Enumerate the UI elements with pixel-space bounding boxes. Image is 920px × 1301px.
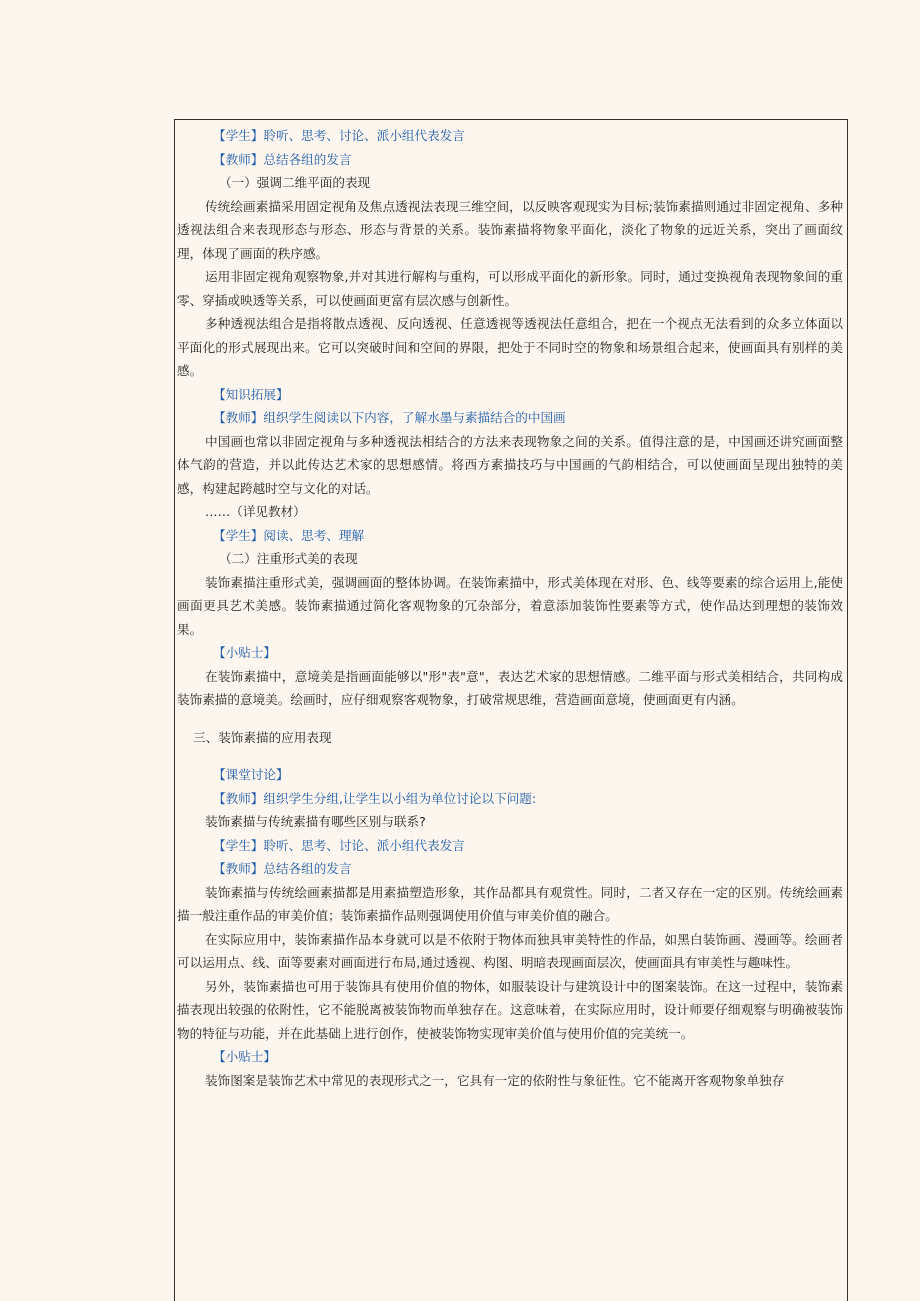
- teacher-activity-line: 【教师】总结各组的发言: [213, 151, 352, 167]
- paragraph: 中国画也常以非固定视角与多种透视法相结合的方法来表现物象之间的关系。值得注意的是，中国画还讲究画面整体气韵的营造，并以此传达艺术家的思想感情。将西方素描技巧与中国画的气韵相结合，可以使画面呈现出独特的美感，构建起跨越时空与文化的对话。: [177, 433, 843, 496]
- paragraph: 在实际应用中，装饰素描作品本身就可以是不依附于物体而独具审美特性的作品，如黑白装饰画、漫画等。绘画者可以运用点、线、面等要素对画面进行布局,通过透视、构图、明暗表现画面层次，使画面具有审美性与趣味性。: [177, 931, 843, 970]
- subsection-heading-2: （二）注重形式美的表现: [219, 551, 358, 566]
- paragraph: 装饰素描与传统绘画素描都是用素描塑造形象，其作品都具有观赏性。同时，二者又存在一定的区别。传统绘画素描一般注重作品的审美价值；装饰素描作品则强调使用价值与审美价值的融合。: [177, 884, 843, 923]
- section-heading-3: 三、装饰素描的应用表现: [193, 729, 332, 745]
- discussion-question: 装饰素描与传统素描有哪些区别与联系?: [205, 814, 426, 829]
- subsection-heading-1: （一）强调二维平面的表现: [219, 175, 371, 190]
- paragraph: 多种透视法组合是指将散点透视、反向透视、任意透视等透视法任意组合，把在一个视点无法看到的众多立体面以平面化的形式展现出来。它可以突破时间和空间的界限，把处于不同时空的物象和场景组合起来，使画面具有别样的美感。: [177, 316, 843, 378]
- lesson-table-cell: [174, 119, 848, 1301]
- see-textbook-note: ……（详见教材）: [205, 504, 306, 519]
- teacher-activity-line: 【教师】总结各组的发言: [213, 861, 352, 876]
- class-discussion-label: 【课堂讨论】: [213, 767, 289, 782]
- knowledge-extension-label: 【知识拓展】: [213, 386, 289, 402]
- paragraph: 在装饰素描中，意境美是指画面能够以"形"表"意"，表达艺术家的思想情感。二维平面与形式美相结合，共同构成装饰素描的意境美。绘画时，应仔细观察客观物象，打破常规思维，营造画面意境，使画面更有内涵。: [177, 668, 843, 707]
- student-activity-line: 【学生】聆听、思考、讨论、派小组代表发言: [213, 837, 465, 853]
- paragraph: 装饰图案是装饰艺术中常见的表现形式之一，它具有一定的依附性与象征性。它不能离开客观物象单独存: [205, 1072, 785, 1088]
- lesson-content: [177, 124, 843, 1092]
- student-activity-line: 【学生】阅读、思考、理解: [213, 527, 365, 543]
- student-activity-line: 【学生】聆听、思考、讨论、派小组代表发言: [213, 128, 465, 143]
- tip-label: 【小贴士】: [213, 645, 276, 660]
- paragraph: 运用非固定视角观察物象,并对其进行解构与重构，可以形成平面化的新形象。同时，通过变换视角表现物象间的重零、穿插或映透等关系，可以使画面更富有层次感与创新性。: [177, 269, 843, 308]
- paragraph: 装饰素描注重形式美，强调画面的整体协调。在装饰素描中，形式美体现在对形、色、线等要素的综合运用上,能使画面更具艺术美感。装饰素描通过简化客观物象的冗杂部分，着意添加装饰性要素等方式，使作品达到理想的装饰效果。: [177, 574, 843, 637]
- teacher-activity-line: 【教师】组织学生阅读以下内容，了解水墨与素描结合的中国画: [213, 410, 566, 425]
- teacher-activity-line: 【教师】组织学生分组,让学生以小组为单位讨论以下问题:: [213, 790, 537, 806]
- paragraph: 另外，装饰素描也可用于装饰具有使用价值的物体，如服装设计与建筑设计中的图案装饰。在这一过程中，装饰素描表现出较强的依附性，它不能脱离被装饰物而单独存在。这意味着，在实际应用时，设计师要仔细观察与明确被装饰物的特征与功能，并在此基础上进行创作，使被装饰物实现审美价值与使用价值的完美统一。: [177, 978, 843, 1041]
- tip-label: 【小贴士】: [213, 1049, 276, 1064]
- paragraph: 传统绘画素描采用固定视角及焦点透视法表现三维空间，以反映客观现实为目标;装饰素描则通过非固定视角、多种透视法组合来表现形态与形态、形态与背景的关系。装饰素描将物象平面化，淡化了物象的远近关系，突出了画面纹理，体现了画面的秩序感。: [177, 198, 843, 261]
